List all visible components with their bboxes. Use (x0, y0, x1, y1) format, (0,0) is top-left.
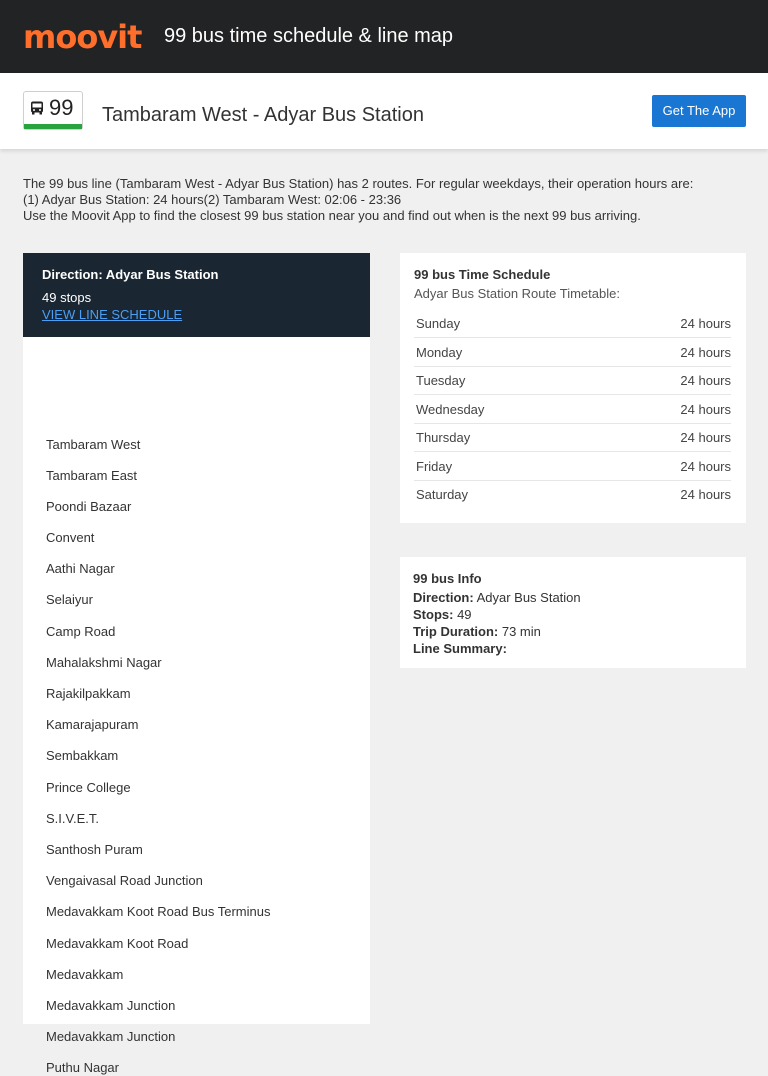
stop-item[interactable]: Mahalakshmi Nagar (46, 655, 162, 670)
schedule-day: Thursday (416, 430, 471, 445)
stop-item[interactable]: Medavakkam Junction (46, 998, 176, 1013)
stop-item[interactable]: Convent (46, 530, 95, 545)
intro-line-1: The 99 bus line (Tambaram West - Adyar Bus Station) has 2 routes. For regular weekdays, their operation hours are: (23, 176, 694, 191)
line-color-bar (24, 124, 82, 129)
moovit-logo[interactable]: moovit (23, 18, 142, 56)
stop-item[interactable]: S.I.V.E.T. (46, 811, 99, 826)
schedule-hours: 24 hours (680, 402, 731, 417)
row-divider (594, 396, 596, 423)
schedule-day: Wednesday (416, 402, 485, 417)
schedule-title: 99 bus Time Schedule (414, 267, 551, 282)
schedule-hours: 24 hours (680, 430, 731, 445)
stop-item[interactable]: Puthu Nagar (46, 1060, 119, 1075)
info-direction-label: Direction: (413, 590, 474, 605)
stop-item[interactable]: Santhosh Puram (46, 842, 143, 857)
top-bar (0, 0, 768, 73)
stop-item[interactable]: Kamarajapuram (46, 717, 139, 732)
bus-icon (29, 100, 45, 116)
schedule-hours: 24 hours (680, 345, 731, 360)
schedule-row (414, 481, 731, 509)
schedule-day: Sunday (416, 316, 461, 331)
intro-line-3: Use the Moovit App to find the closest 99 bus station near you and find out when is the next 99 bus arriving. (23, 208, 641, 223)
stop-item[interactable]: Camp Road (46, 624, 116, 639)
direction-label: Direction: Adyar Bus Station (42, 267, 219, 282)
schedule-row (414, 453, 731, 481)
stop-item[interactable]: Medavakkam (46, 967, 124, 982)
stop-item[interactable]: Selaiyur (46, 592, 93, 607)
info-stops-label: Stops: (413, 607, 454, 622)
info-direction-value: Adyar Bus Station (476, 590, 581, 605)
schedule-row (414, 367, 731, 395)
info-stops-value: 49 (457, 607, 472, 622)
row-divider (594, 367, 596, 394)
schedule-hours: 24 hours (680, 316, 731, 331)
row-divider (594, 310, 596, 337)
stop-item[interactable]: Rajakilpakkam (46, 686, 131, 701)
row-divider (594, 481, 596, 509)
line-badge (23, 91, 83, 130)
schedule-day: Monday (416, 345, 463, 360)
schedule-day: Friday (416, 459, 453, 474)
stop-item[interactable]: Tambaram East (46, 468, 138, 483)
row-divider (594, 424, 596, 451)
stop-item[interactable]: Medavakkam Koot Road (46, 936, 189, 951)
page-title: 99 bus time schedule & line map (164, 25, 454, 47)
schedule-day: Saturday (416, 487, 469, 502)
schedule-subtitle: Adyar Bus Station Route Timetable: (414, 286, 620, 301)
route-title: Tambaram West - Adyar Bus Station (102, 104, 424, 126)
schedule-hours: 24 hours (680, 373, 731, 388)
info-summary (413, 641, 733, 657)
view-line-schedule-link[interactable]: VIEW LINE SCHEDULE (42, 307, 183, 322)
line-number: 99 (49, 95, 74, 120)
schedule-row (414, 310, 731, 338)
stop-item[interactable]: Medavakkam Junction (46, 1029, 176, 1044)
info-duration-value: 73 min (501, 624, 541, 639)
schedule-hours: 24 hours (680, 487, 731, 502)
info-title: 99 bus Info (413, 571, 482, 586)
info-summary-label: Line Summary: (413, 641, 507, 656)
schedule-hours: 24 hours (680, 459, 731, 474)
info-duration (413, 624, 733, 640)
intro-text (23, 176, 745, 224)
stop-item[interactable]: Medavakkam Koot Road Bus Terminus (46, 904, 271, 919)
stop-item[interactable]: Tambaram West (46, 437, 141, 452)
schedule-row (414, 396, 731, 424)
direction-header (23, 253, 370, 337)
schedule-day: Tuesday (416, 373, 466, 388)
stop-item[interactable]: Sembakkam (46, 748, 119, 763)
bus-info-panel (400, 557, 746, 668)
stop-item[interactable]: Prince College (46, 780, 131, 795)
schedule-row (414, 424, 731, 452)
row-divider (594, 453, 596, 480)
direction-panel (23, 253, 370, 1075)
stop-item[interactable]: Poondi Bazaar (46, 499, 132, 514)
intro-line-2: (1) Adyar Bus Station: 24 hours(2) Tambaram West: 02:06 - 23:36 (23, 192, 402, 207)
stop-item[interactable]: Vengaivasal Road Junction (46, 873, 203, 888)
info-stops (413, 607, 733, 623)
info-duration-label: Trip Duration: (413, 624, 499, 639)
line-header (0, 73, 768, 149)
row-divider (594, 339, 596, 366)
stop-item[interactable]: Aathi Nagar (46, 561, 115, 576)
info-direction (413, 590, 733, 606)
schedule-row (414, 339, 731, 367)
time-schedule-panel (400, 253, 746, 523)
get-the-app-button[interactable]: Get The App (652, 95, 746, 127)
stops-count: 49 stops (42, 290, 92, 305)
